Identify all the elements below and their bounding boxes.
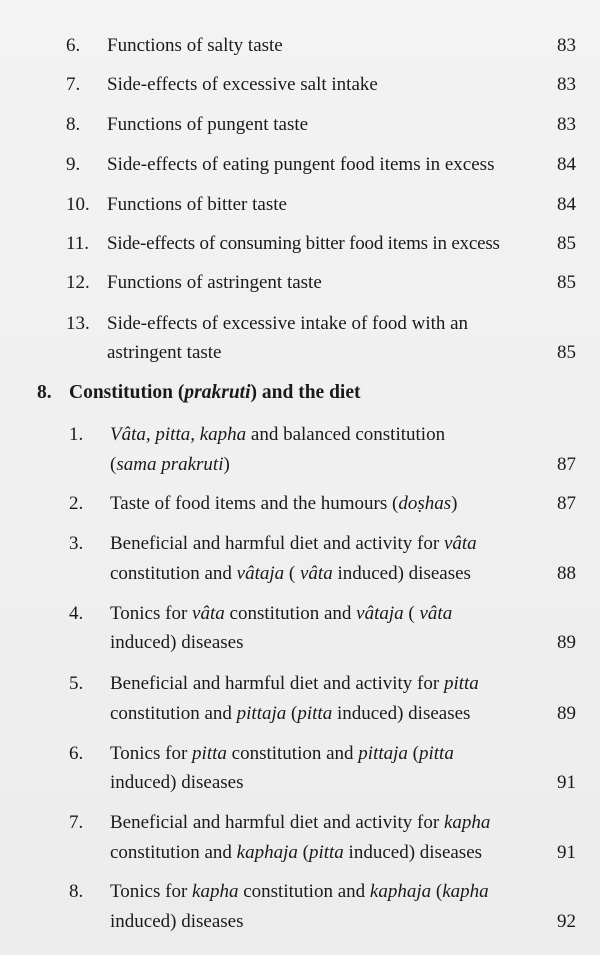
entry-number: 8. — [69, 881, 84, 902]
entry-page: 92 — [557, 911, 576, 932]
entry-number: 1. — [69, 424, 84, 445]
entry-title-line-2: induced) diseases — [110, 772, 244, 793]
entry-page: 83 — [557, 74, 576, 95]
entry-number: 2. — [69, 493, 84, 514]
entry-title-line-1: Tonics for kapha constitution and kaphaja (kapha — [110, 881, 489, 902]
entry-title-line-2: astringent taste — [107, 342, 222, 363]
entry-title-line-1: Tonics for vâta constitution and vâtaja ( vâta — [110, 603, 453, 624]
entry-number: 6. — [66, 35, 81, 56]
entry-number: 7. — [66, 74, 81, 95]
entry-title-line-1: Vâta, pitta, kapha and balanced constitution — [110, 424, 446, 445]
entry-number: 5. — [69, 673, 84, 694]
entry-page: 85 — [557, 233, 576, 254]
entry-title-line-2: induced) diseases — [110, 911, 244, 932]
chapter-title: Constitution (prakruti) and the diet — [69, 382, 361, 403]
entry-title-line-1: Beneficial and harmful diet and activity for pitta — [110, 673, 479, 694]
entry-page: 88 — [557, 563, 576, 584]
entry-page: 89 — [557, 632, 576, 653]
entry-page: 85 — [557, 342, 576, 363]
entry-number: 6. — [69, 743, 84, 764]
entry-page: 91 — [557, 772, 576, 793]
entry-title: Side-effects of excessive salt intake — [107, 74, 378, 95]
entry-page: 91 — [557, 842, 576, 863]
entry-page: 83 — [557, 35, 576, 56]
entry-title-line-1: Beneficial and harmful diet and activity for kapha — [110, 812, 491, 833]
entry-number: 12. — [66, 272, 90, 293]
entry-page: 84 — [557, 194, 576, 215]
entry-title-line-2: constitution and pittaja (pitta induced) diseases — [110, 703, 471, 724]
entry-number: 3. — [69, 533, 84, 554]
entry-page: 89 — [557, 703, 576, 724]
entry-number: 7. — [69, 812, 84, 833]
entry-number: 13. — [66, 313, 90, 334]
entry-page: 83 — [557, 114, 576, 135]
entry-title-line-1: Tonics for pitta constitution and pittaja (pitta — [110, 743, 454, 764]
entry-title: Side-effects of consuming bitter food items in excess — [107, 233, 500, 254]
entry-title: Functions of bitter taste — [107, 194, 287, 215]
entry-title-line-2: constitution and vâtaja ( vâta induced) diseases — [110, 563, 471, 584]
entry-page: 85 — [557, 272, 576, 293]
entry-page: 87 — [557, 493, 576, 514]
entry-number: 10. — [66, 194, 90, 215]
entry-title-line-1: Beneficial and harmful diet and activity for vâta — [110, 533, 477, 554]
entry-title: Taste of food items and the humours (doṣhas) — [110, 493, 458, 514]
entry-number: 11. — [66, 233, 90, 254]
entry-number: 4. — [69, 603, 84, 624]
entry-title: Functions of salty taste — [107, 35, 283, 56]
entry-number: 9. — [66, 154, 81, 175]
entry-title: Functions of astringent taste — [107, 272, 322, 293]
entry-title-line-2: induced) diseases — [110, 632, 244, 653]
entry-title: Side-effects of eating pungent food items in excess — [107, 154, 495, 175]
entry-page: 84 — [557, 154, 576, 175]
entry-title: Functions of pungent taste — [107, 114, 309, 135]
entry-number: 8. — [66, 114, 81, 135]
chapter-number: 8. — [37, 382, 52, 403]
entry-page: 87 — [557, 454, 576, 475]
entry-title-line-1: Side-effects of excessive intake of food with an — [107, 313, 469, 334]
entry-title-line-2: (sama prakruti) — [110, 454, 230, 475]
entry-title-line-2: constitution and kaphaja (pitta induced) diseases — [110, 842, 483, 863]
